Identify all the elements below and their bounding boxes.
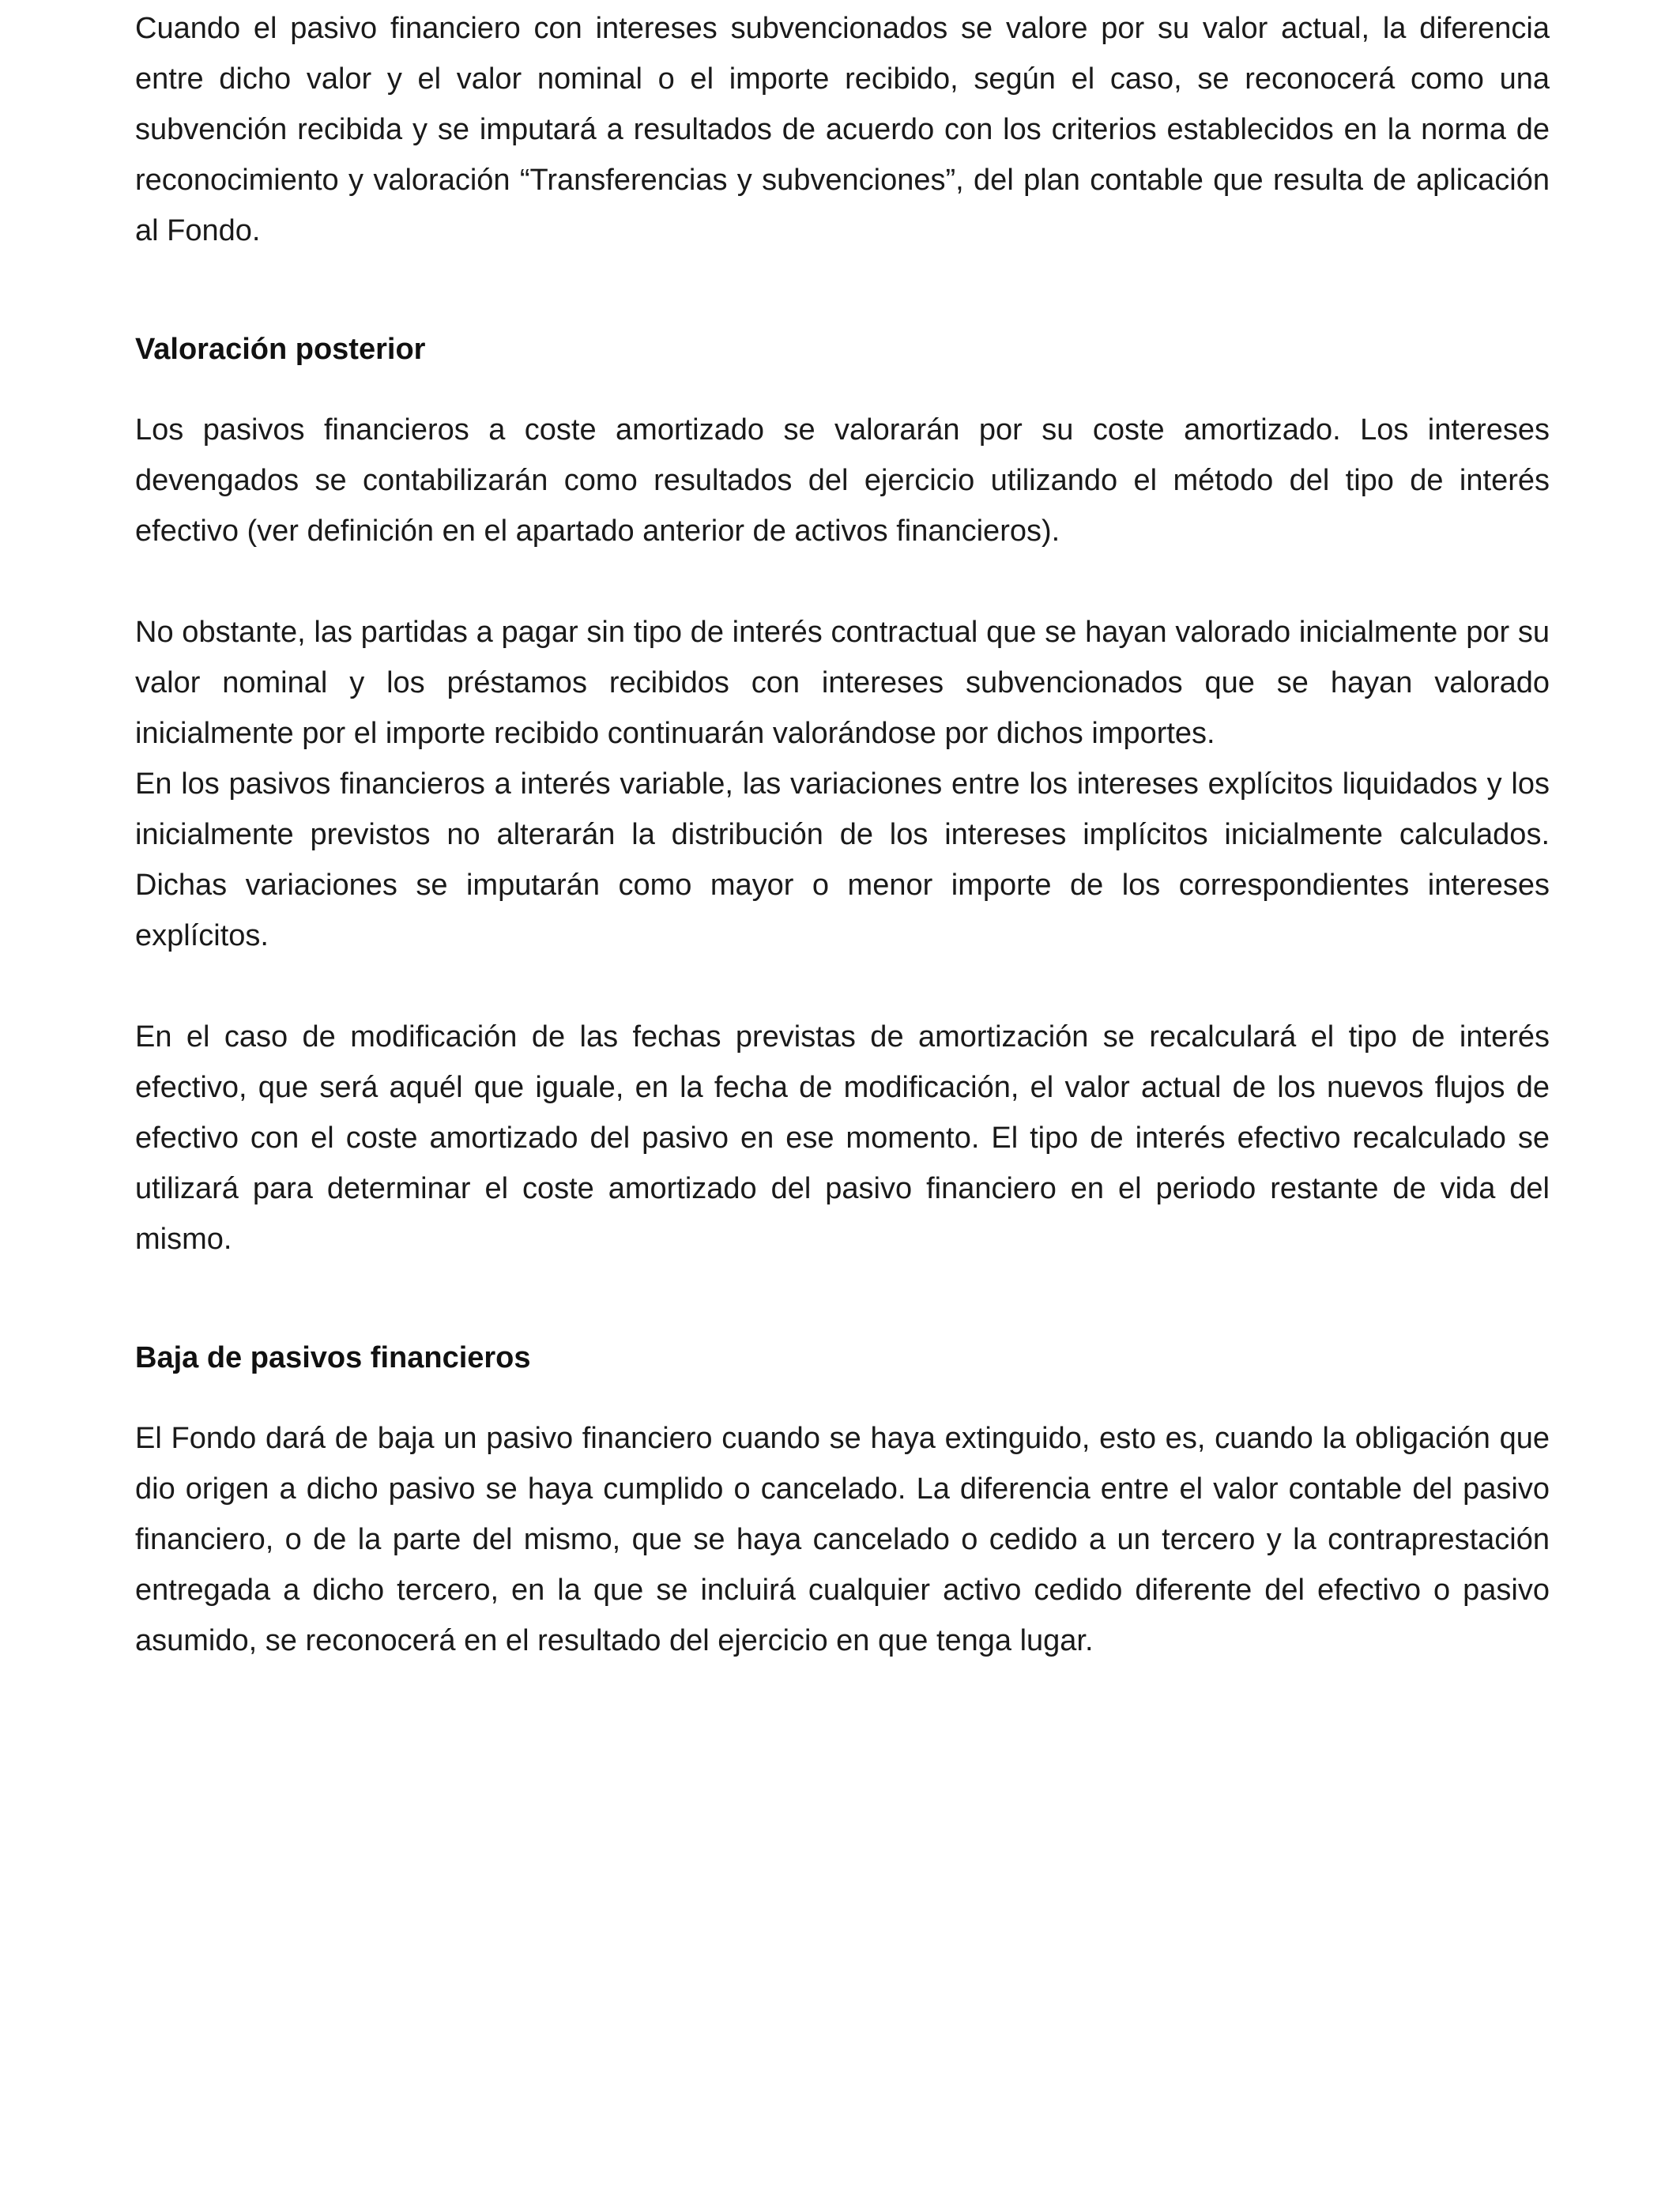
heading-valoracion-posterior: Valoración posterior <box>135 333 426 366</box>
spacer <box>135 1383 1550 1413</box>
baja-paragraph-1: El Fondo dará de baja un pasivo financiero cuando se haya extinguido, esto es, cuando la obligación que dio origen a dicho pasivo se haya cumplido o cancelado. La diferencia entre el valor contable del pasivo financiero, o de la parte del mismo, que se haya cancelado o cedido a un tercero y la contraprestación entregada a dicho tercero, en la que se incluirá cualquier activo cedido diferente del efectivo o pasivo asumido, se reconocerá en el resultado del ejercicio en que tenga lugar. <box>135 1422 1550 1657</box>
spacer <box>135 961 1550 1012</box>
spacer <box>135 1265 1550 1333</box>
valoracion-paragraph-1: Los pasivos financieros a coste amortizado se valorarán por su coste amortizado. Los intereses devengados se contabilizarán como resultados del ejercicio utilizando el método del tipo de interés efectivo (ver definición en el apartado anterior de activos financieros). <box>135 413 1550 548</box>
valoracion-paragraph-3: En los pasivos financieros a interés variable, las variaciones entre los intereses explícitos liquidados y los inicialmente previstos no alterarán la distribución de los intereses implícitos inicialmente calculados. Dichas variaciones se imputarán como mayor o menor importe de los correspondientes intereses explícitos. <box>135 767 1550 952</box>
spacer <box>135 375 1550 405</box>
heading-baja-pasivos: Baja de pasivos financieros <box>135 1341 531 1374</box>
valoracion-paragraph-4: En el caso de modificación de las fechas previstas de amortización se recalculará el tipo de interés efectivo, que será aquél que iguale, en la fecha de modificación, el valor actual de los nuevos flujos de efectivo con el coste amortizado del pasivo en ese momento. El tipo de interés efectivo recalculado se utilizará para determinar el coste amortizado del pasivo financiero en el periodo restante de vida del mismo. <box>135 1020 1550 1256</box>
spacer <box>135 256 1550 324</box>
valoracion-paragraph-2: No obstante, las partidas a pagar sin tipo de interés contractual que se hayan valorado inicialmente por su valor nominal y los préstamos recibidos con intereses subvencionados que se hayan valorado inicialmente por el importe recibido continuarán valorándose por dichos importes. <box>135 616 1550 750</box>
spacer <box>135 556 1550 607</box>
intro-paragraph: Cuando el pasivo financiero con intereses subvencionados se valore por su valor actual, la diferencia entre dicho valor y el valor nominal o el importe recibido, según el caso, se reconocerá como una subvención recibida y se imputará a resultados de acuerdo con los criterios establecidos en la norma de reconocimiento y valoración “Transferencias y subvenciones”, del plan contable que resulta de aplicación al Fondo. <box>135 12 1550 247</box>
document-body <box>135 3 1550 1666</box>
